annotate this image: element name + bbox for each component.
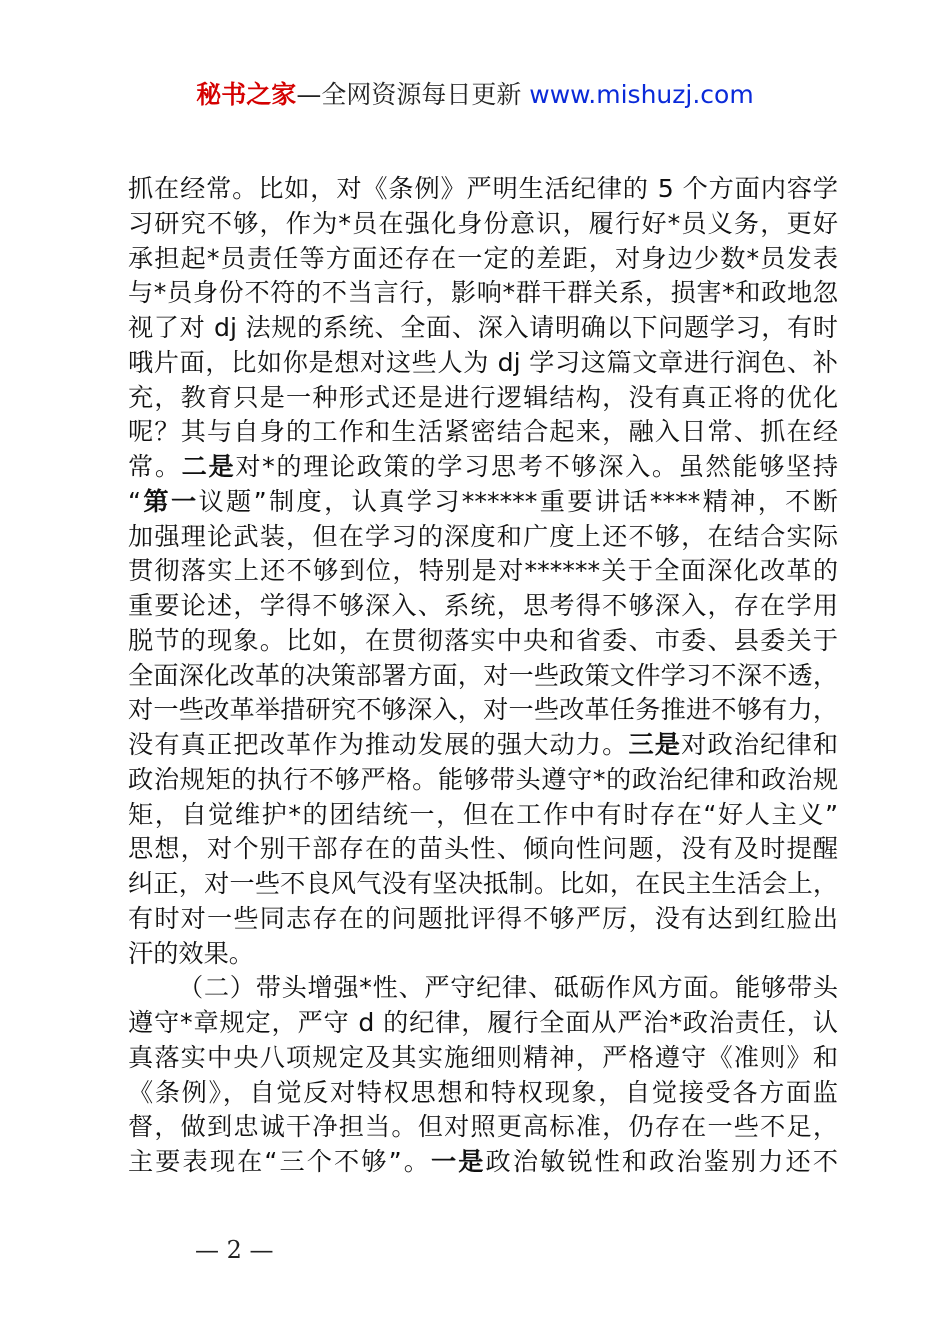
text-line <box>128 207 838 242</box>
text-run: 呢？其与自身的工作和生活紧密结合起来，融入日常、抓在经 <box>128 417 838 447</box>
text-line <box>128 172 838 207</box>
text-line <box>128 1145 838 1180</box>
text-line <box>128 276 838 311</box>
text-run: 重要论述，学得不够深入、系统，思考得不够深入，存在学用 <box>128 591 838 620</box>
text-run: （二）带头增强*性、严守纪律、砥砺作风方面。能够带头 <box>178 973 838 1003</box>
page-number: — 2 — <box>195 1236 274 1264</box>
text-run: 遵守*章规定，严守 d 的纪律，履行全面从严治*政治责任，认 <box>128 1008 838 1037</box>
header-brand: 秘书之家 <box>196 80 297 109</box>
bold-text-run: 二是 <box>181 452 236 481</box>
text-line <box>128 728 838 763</box>
text-run: 脱节的现象。比如，在贯彻落实中央和省委、市委、县委关于 <box>128 625 838 655</box>
text-line <box>128 798 838 833</box>
text-line <box>128 1110 838 1145</box>
text-line <box>128 1076 838 1111</box>
text-run: 政治规矩的执行不够严格。能够带头遵守*的政治纪律和政治规 <box>128 764 838 794</box>
text-run: 真落实中央八项规定及其实施细则精神，严格遵守《准则》和 <box>128 1042 838 1072</box>
text-line <box>128 1006 838 1041</box>
text-run: 对一些改革举措研究不够深入，对一些改革任务推进不够有力， <box>128 695 838 725</box>
text-line <box>128 763 838 798</box>
text-line <box>128 485 838 520</box>
text-line <box>128 415 838 450</box>
text-run: 贯彻落实上还不够到位，特别是对******关于全面深化改革的 <box>128 556 838 586</box>
text-run: 全面深化改革的决策部署方面，对一些政策文件学习不深不透， <box>128 660 838 690</box>
text-run: 与*员身份不符的不当言行，影响*群干群关系，损害*和政地忽 <box>128 278 838 308</box>
text-line <box>128 693 838 728</box>
text-run: 督，做到忠诚干净担当。但对照更高标准，仍存在一些不足， <box>128 1112 838 1142</box>
text-line <box>128 867 838 902</box>
text-line <box>128 242 838 277</box>
text-line <box>128 520 838 555</box>
text-line <box>128 311 838 346</box>
text-line <box>128 1041 838 1076</box>
header-url-link[interactable]: www.mishuzj.com <box>529 80 754 109</box>
text-run: 充，教育只是一种形式还是进行逻辑结构，没有真正将的优化 <box>128 382 838 412</box>
text-run: 对*的理论政策的学习思考不够深入。虽然能够坚持 <box>235 452 839 481</box>
text-run: 主要表现在“三个不够”。 <box>128 1147 431 1176</box>
page-header <box>0 78 950 112</box>
text-line <box>128 937 838 972</box>
text-run: 矩，自觉维护*的团结统一，但在工作中有时存在“好人主义” <box>128 799 838 829</box>
text-run: “ <box>128 486 142 516</box>
text-line <box>128 381 838 416</box>
text-line <box>128 832 838 867</box>
text-run: 汗的效果。 <box>128 938 254 968</box>
text-line <box>128 902 838 937</box>
text-run: 没有真正把改革作为推动发展的强大动力。 <box>128 730 629 759</box>
text-run: 习研究不够，作为*员在强化身份意识，履行好*员义务，更好 <box>128 208 838 238</box>
text-run: 有时对一些同志存在的问题批评得不够严厉，没有达到红脸出 <box>128 903 838 933</box>
text-run: 承担起*员责任等方面还存在一定的差距，对身边少数*员发表 <box>128 243 838 273</box>
header-tagline: —全网资源每日更新 <box>296 80 530 109</box>
text-run: 抓在经常。比如，对《条例》严明生活纪律的 5 个方面内容学 <box>128 174 838 203</box>
body-text <box>128 172 838 1180</box>
text-line <box>128 346 838 381</box>
text-run: 哦片面，比如你是想对这些人为 dj 学习这篇文章进行润色、补 <box>128 347 838 377</box>
text-line <box>128 589 838 624</box>
text-line <box>128 659 838 694</box>
bold-text-run: 一是 <box>431 1147 486 1176</box>
text-line <box>128 554 838 589</box>
bold-text-run: 第一 <box>141 486 199 516</box>
text-line <box>128 624 838 659</box>
text-run: 议题”制度，认真学习******重要讲话****精神，不断 <box>198 486 838 516</box>
text-run: 常。 <box>128 452 182 481</box>
text-run: 思想，对个别干部存在的苗头性、倾向性问题，没有及时提醒 <box>128 834 838 864</box>
text-run: 对政治纪律和 <box>681 730 839 759</box>
text-run: 《条例》，自觉反对特权思想和特权现象，自觉接受各方面监 <box>128 1077 838 1107</box>
text-run: 纠正，对一些不良风气没有坚决抵制。比如，在民主生活会上， <box>128 869 838 898</box>
bold-text-run: 三是 <box>628 730 682 759</box>
text-line <box>128 971 838 1006</box>
text-line <box>128 450 838 485</box>
text-run: 政治敏锐性和政治鉴别力还不 <box>485 1147 839 1176</box>
text-run: 加强理论武装，但在学习的深度和广度上还不够，在结合实际 <box>128 521 838 551</box>
text-run: 视了对 dj 法规的系统、全面、深入请明确以下问题学习，有时 <box>128 313 838 342</box>
